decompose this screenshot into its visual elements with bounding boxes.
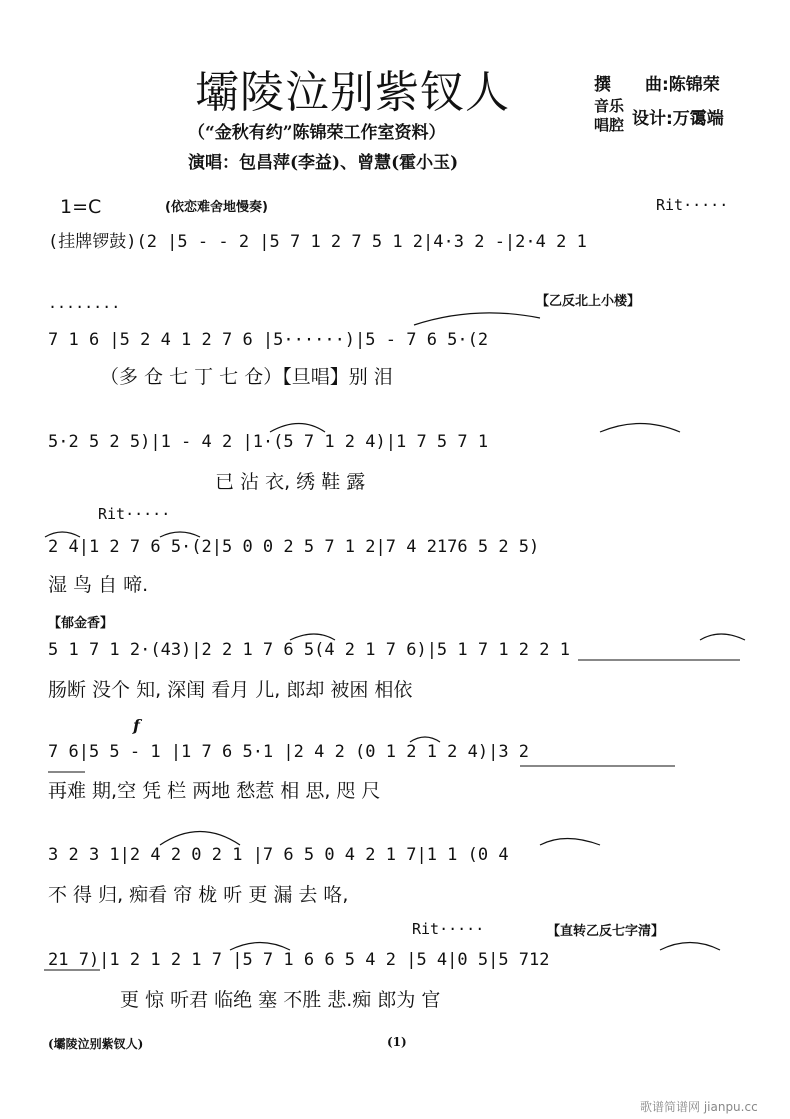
score-row-2: 7 1 6 |5 2 4 1 2 7 6 |5······)|5 - 7 6 5·(2 (48, 330, 489, 350)
page-title: 壩陵泣别紫钗人 (195, 67, 510, 118)
singers: 演唱：包昌萍(李益)、曾慧(霍小玉) (188, 153, 459, 173)
lyrics-row-2: （多 仓 七 丁 七 仓）【旦唱】别 泪 (100, 366, 393, 388)
forte-mark: f (133, 716, 140, 735)
slur (230, 943, 290, 951)
tempo-note: (依恋难舍地慢奏) (165, 200, 268, 215)
score-row-5: 5 1 7 1 2·(43)|2 2 1 7 6 5(4 2 1 7 6)|5 1 7 1 2 2 1 (48, 640, 570, 660)
lyrics-row-4: 湿 鸟 自 啼. (48, 574, 149, 596)
score-row-4: 2 4|1 2 7 6 5·(2|5 0 0 2 5 7 1 2|7 4 2176 5 2 5) (48, 537, 540, 557)
score-row-3: 5·2 5 2 5)|1 - 4 2 |1·(5 7 1 2 4)|1 7 5 7 1 (48, 432, 489, 452)
footer-title: (壩陵泣别紫钗人) (48, 1037, 144, 1051)
rit-marking: Rit····· (656, 196, 729, 214)
composer-credit: 撰 曲:陈锦荣 (594, 75, 720, 95)
designer-credit: 设计:万霭端 (632, 109, 724, 129)
slur (160, 832, 240, 846)
watermark: 歌谱简谱网 jianpu.cc (640, 1100, 758, 1114)
slur (160, 532, 200, 537)
music-label: 音乐 (594, 97, 625, 115)
slur (414, 313, 540, 325)
subtitle: （“金秋有约”陈锦荣工作室资料） (188, 123, 446, 143)
slur (45, 532, 80, 537)
section-label-3: 【直转乙反七字清】 (547, 924, 665, 939)
rit-marking-2: Rit····· (98, 505, 171, 523)
lyrics-row-3: 已 沾 衣, 绣 鞋 露 (215, 471, 366, 493)
key-signature: 1=C (60, 196, 102, 218)
section-label-2: 【郁金香】 (48, 616, 114, 631)
score-row-8: 21 7)|1 2 1 2 1 7 |5 7 1 6 6 5 4 2 |5 4|0 5|5 712 (48, 950, 550, 970)
score-row-6: 7 6|5 5 - 1 |1 7 6 5·1 |2 4 2 (0 1 2 1 2 4)|3 2 (48, 742, 530, 762)
slur (290, 634, 335, 640)
page-number: (1) (387, 1035, 407, 1049)
slur (410, 737, 440, 742)
lyrics-row-5: 肠断 没个 知, 深闺 看月 儿, 郎却 被困 相依 (48, 679, 413, 701)
lyrics-row-6: 再难 期,空 凭 栏 两地 愁惹 相 思, 咫 尺 (48, 780, 381, 802)
section-label-1: 【乙反北上小楼】 (536, 294, 641, 309)
slur (700, 634, 745, 640)
vocal-label: 唱腔 (594, 116, 625, 134)
lyrics-row-8: 更 惊 听君 临绝 塞 不胜 悲.痴 郎为 官 (120, 989, 441, 1011)
slur (600, 424, 680, 433)
lyrics-row-7: 不 得 归, 痴看 帘 栊 听 更 漏 去 咯, (48, 884, 349, 906)
slur (540, 839, 600, 846)
slur (660, 943, 720, 951)
rit-dots: ········ (48, 298, 121, 316)
score-row-7: 3 2 3 1|2 4 2 0 2 1 |7 6 5 0 4 2 1 7|1 1 (0 4 (48, 845, 509, 865)
rit-marking-3: Rit····· (412, 920, 485, 938)
score-row-1: (挂牌锣鼓)(2 |5 - - 2 |5 7 1 2 7 5 1 2|4·3 2 -|2·4 2 1 (48, 232, 587, 252)
slur (270, 424, 325, 433)
